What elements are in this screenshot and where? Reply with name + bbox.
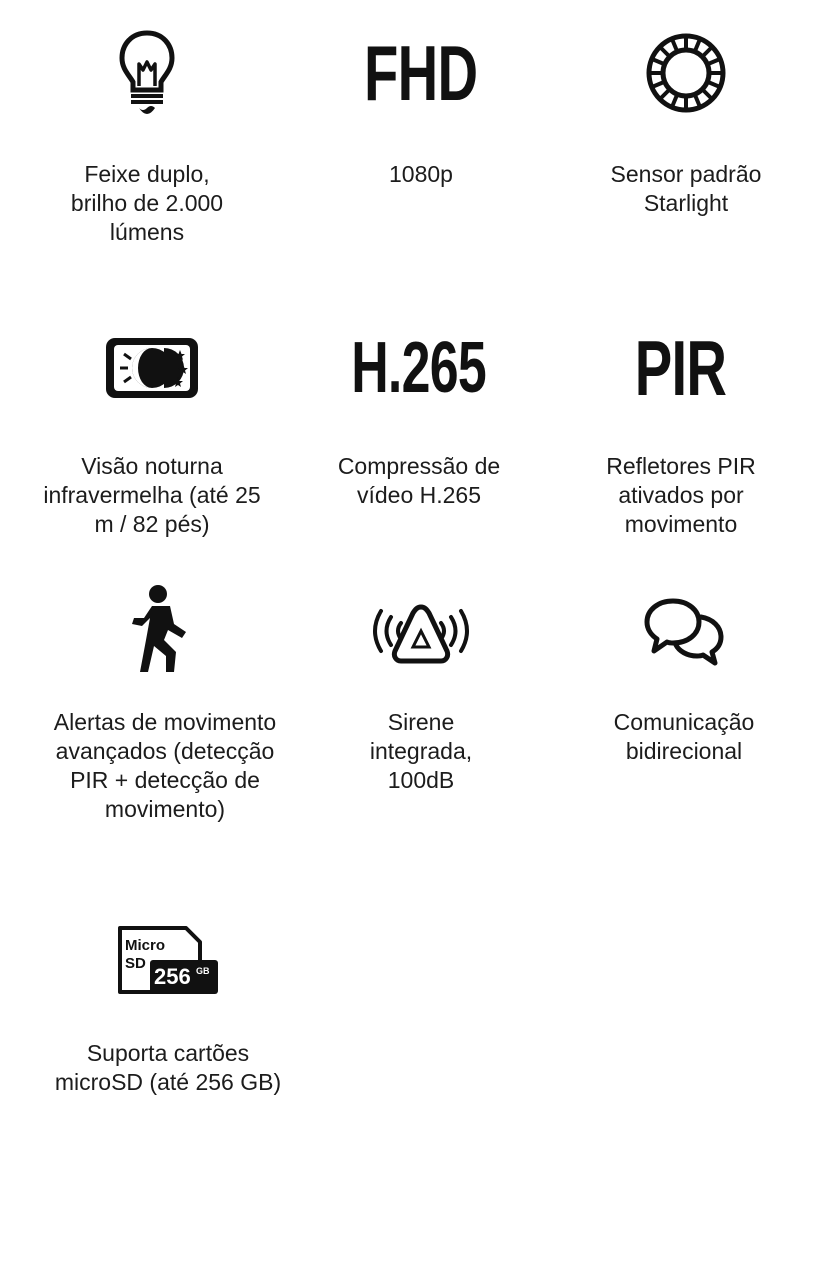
feature-label: Suporta cartões microSD (até 256 GB) [54,1040,282,1095]
feature-label: Visão noturna infravermelha (até 25 m / 82 pés) [43,453,261,537]
pir-text-icon [546,323,816,413]
h265-icon-text: H.265 [351,328,487,408]
feature-label: Compressão de vídeo H.265 [337,453,501,508]
microsd-line2: SD [125,955,146,972]
microsd-unit: GB [196,966,210,976]
pir-icon-text: PIR [635,324,727,412]
h265-text-icon [284,323,554,413]
aperture-ring-icon [551,28,821,118]
night-vision-icon [17,323,287,413]
microsd-line1: Micro [125,937,166,954]
chat-bubbles-icon [549,592,819,672]
feature-label: Sirene integrada, 100dB [369,709,473,793]
feature-label: Feixe duplo, brilho de 2.000 lúmens [70,161,224,245]
microsd-capacity: 256 [154,964,191,989]
feature-label: Comunicação bidirecional [613,709,755,764]
fhd-icon-text: FHD [364,29,478,117]
siren-icon [286,594,556,674]
feature-label: Refletores PIR ativados por movimento [606,453,756,537]
feature-label: Alertas de movimento avançados (detecção PIR + detecção de movimento) [53,709,277,822]
microsd-card-icon [33,925,303,997]
microsd-card [116,926,220,996]
feature-label: 1080p [389,161,453,187]
fhd-text-icon [286,28,556,118]
lightbulb-icon [12,28,282,118]
feature-label: Sensor padrão Starlight [610,161,762,216]
running-person-icon [30,582,300,678]
